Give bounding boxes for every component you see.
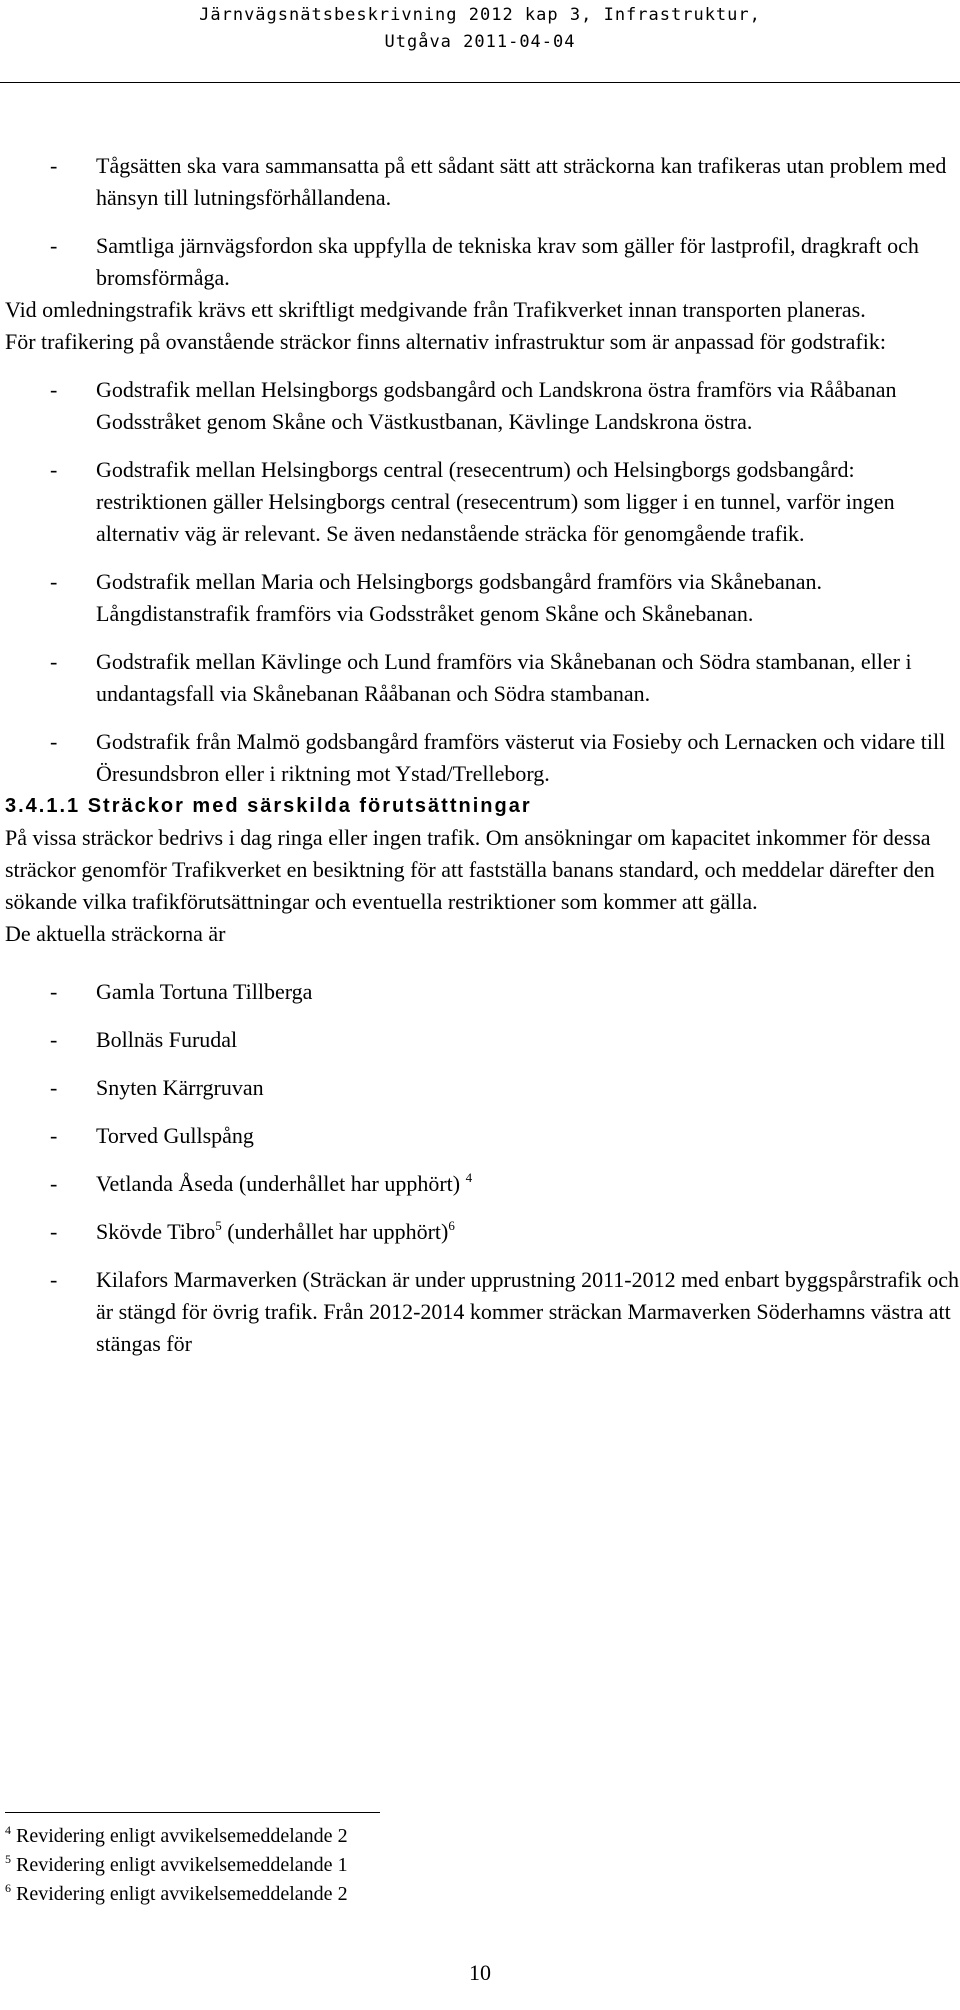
list-item: - Godstrafik mellan Kävlinge och Lund framförs via Skånebanan och Södra stambanan, eller i undantagsfall via Skånebanan Rååbanan och Södra stambanan.: [5, 646, 960, 710]
list-item: - Bollnäs Furudal: [5, 1024, 960, 1056]
route-list: [5, 976, 960, 1360]
bullet-dash: -: [50, 979, 58, 1004]
paragraph-aktuella: De aktuella sträckorna är: [5, 921, 226, 946]
bullet-dash: -: [50, 569, 58, 594]
paragraph-omledning: Vid omledningstrafik krävs ett skriftligt medgivande från Trafikverket innan transporten planeras.: [5, 297, 866, 322]
bullet-dash: -: [50, 377, 58, 402]
header-divider: [0, 82, 960, 83]
list-item: - Samtliga järnvägsfordon ska uppfylla de tekniska krav som gäller för lastprofil, dragkraft och bromsförmåga.: [5, 230, 960, 294]
bullet-dash: -: [50, 1171, 58, 1196]
list-item: - Godstrafik från Malmö godsbangård framförs västerut via Fosieby och Lernacken och vidare till Öresundsbron eller i riktning mot Ystad/Trelleborg.: [5, 726, 960, 790]
list-item: - Godstrafik mellan Helsingborgs godsbangård och Landskrona östra framförs via Rååbanan Godsstråket genom Skåne och Västkustbanan, Kävlinge Landskrona östra.: [5, 374, 960, 438]
footnote: $^5$ Revidering enligt avvikelsemeddelande 1: [5, 1852, 348, 1876]
list-item: - Kilafors Marmaverken (Sträckan är under upprustning 2011-2012 med enbart byggspårstrafik och är stängd för övrig trafik. Från 2012-2014 kommer sträckan Marmaverken Söderhamns västra att stängas för: [5, 1264, 960, 1360]
intro-list: [5, 150, 960, 294]
godstrafik-list: [5, 374, 960, 790]
paragraph-alternativ: För trafikering på ovanstående sträckor finns alternativ infrastruktur som är anpassad för godstrafik:: [5, 329, 886, 354]
list-item: - Godstrafik mellan Maria och Helsingborgs godsbangård framförs via Skånebanan. Långdistanstrafik framförs via Godsstråket genom Skåne och Skånebanan.: [5, 566, 960, 630]
footnote-ref: 5: [215, 1218, 222, 1233]
list-item: - Skövde Tibro$^5$ (underhållet har upphört)$^6$: [5, 1216, 960, 1248]
bullet-dash: -: [50, 1027, 58, 1052]
footnote: $^4$ Revidering enligt avvikelsemeddelande 2: [5, 1823, 348, 1847]
bullet-dash: -: [50, 1075, 58, 1100]
list-item: - Godstrafik mellan Helsingborgs central (resecentrum) och Helsingborgs godsbangård: restriktionen gäller Helsingborgs central (resecentrum) som ligger i en tunnel, varför ingen alternativ väg är relevant. Se även nedanstående sträcka för genomgående trafik.: [5, 454, 960, 550]
paragraph-ringa: På vissa sträckor bedrivs i dag ringa eller ingen trafik. Om ansökningar om kapacitet inkommer för dessa sträckor genomför Trafikverket en besiktning för att fastställa banans standard, och meddelar därefter den sökande vilka trafikförutsättningar och eventuella restriktioner som kommer att gälla.: [5, 825, 935, 914]
footnote-divider: [5, 1812, 380, 1813]
list-item: - Snyten Kärrgruvan: [5, 1072, 960, 1104]
list-item: - Vetlanda Åseda (underhållet har upphört) $^4$: [5, 1168, 960, 1200]
header-title: Järnvägsnätsbeskrivning 2012 kap 3, Infrastruktur,: [199, 5, 761, 25]
document-body: [5, 150, 960, 1360]
list-item: - Gamla Tortuna Tillberga: [5, 976, 960, 1008]
page-header: [0, 2, 960, 56]
bullet-dash: -: [50, 153, 58, 178]
bullet-dash: -: [50, 649, 58, 674]
bullet-dash: -: [50, 1123, 58, 1148]
footnote: $^6$ Revidering enligt avvikelsemeddelande 2: [5, 1881, 348, 1905]
bullet-dash: -: [50, 457, 58, 482]
list-item: - Tågsätten ska vara sammansatta på ett sådant sätt att sträckorna kan trafikeras utan problem med hänsyn till lutningsförhållandena.: [5, 150, 960, 214]
bullet-dash: -: [50, 1219, 58, 1244]
footnote-ref: 6: [448, 1218, 455, 1233]
bullet-dash: -: [50, 233, 58, 258]
footnote-ref: 4: [465, 1170, 473, 1185]
bullet-dash: -: [50, 729, 58, 754]
list-item: - Torved Gullspång: [5, 1120, 960, 1152]
bullet-dash: -: [50, 1267, 58, 1292]
section-heading: 3.4.1.1 Sträckor med särskilda förutsättningar: [5, 795, 532, 817]
header-edition: Utgåva 2011-04-04: [384, 32, 576, 52]
footnotes: [5, 1822, 348, 1909]
page-number: 10: [469, 1960, 491, 1985]
